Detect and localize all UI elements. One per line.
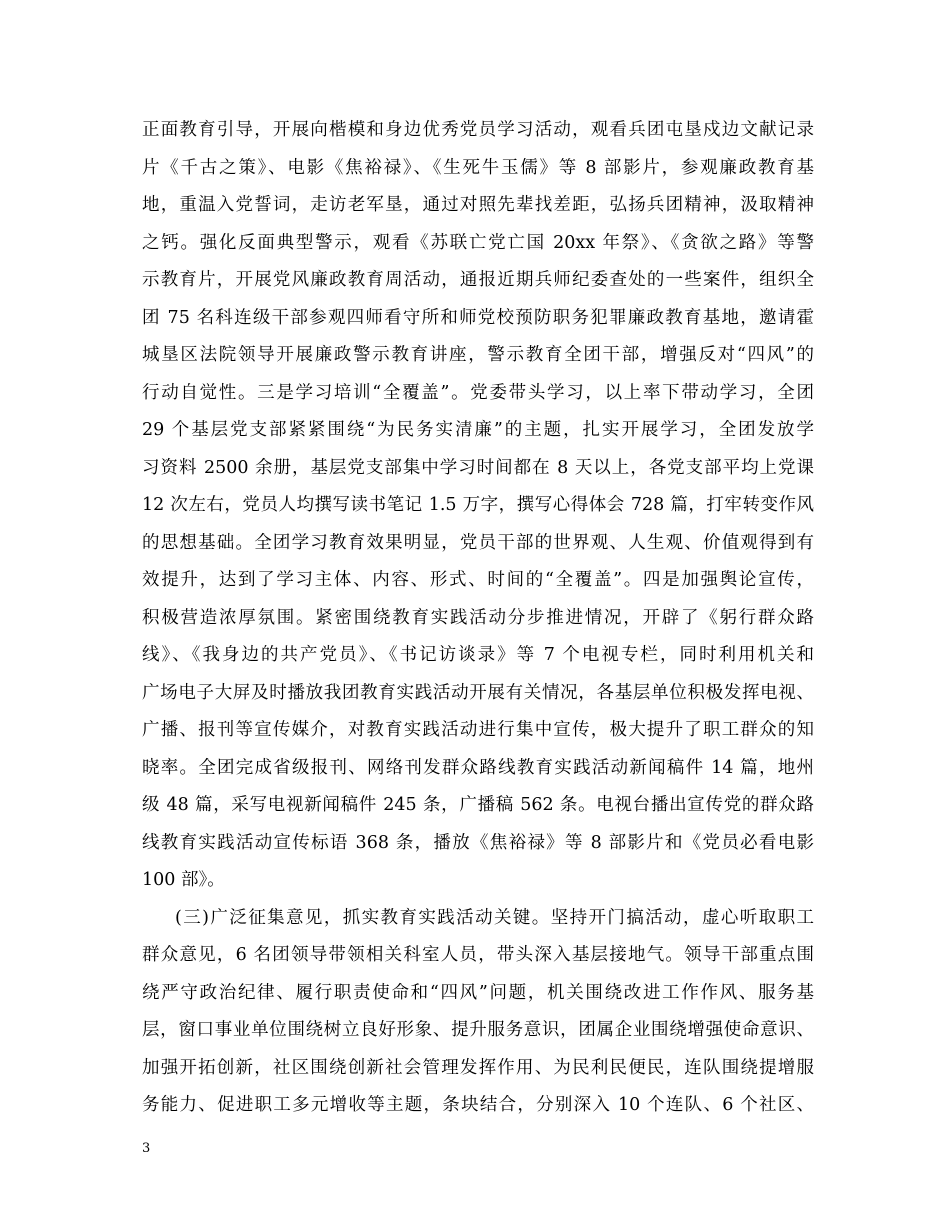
text-line: 示教育片，开展党风廉政教育周活动，通报近期兵师纪委查处的一些案件，组织全 xyxy=(142,270,814,290)
text-line: 绕严守政治纪律、履行职责使命和“四风”问题，机关围绕改进工作作风、服务基 xyxy=(142,982,814,1003)
text-line: 效提升，达到了学习主体、内容、形式、时间的“全覆盖”。四是加强舆论宣传， xyxy=(142,570,814,590)
text-line: 线》、《我身边的共产党员》、《书记访谈录》等 7 个电视专栏，同时利用机关和 xyxy=(142,645,814,665)
text-line: 习资料 2500 余册，基层党支部集中学习时间都在 8 天以上，各党支部平均上党课 xyxy=(142,457,814,478)
text-line: 正面教育引导，开展向楷模和身边优秀党员学习活动，观看兵团屯垦戍边文献记录 xyxy=(142,120,814,140)
page-number: 3 xyxy=(142,1141,151,1156)
text-line: 行动自觉性。三是学习培训“全覆盖”。党委带头学习，以上率下带动学习，全团 xyxy=(142,382,814,403)
text-line: 积极营造浓厚氛围。紧密围绕教育实践活动分步推进情况，开辟了《躬行群众路 xyxy=(142,607,814,628)
text-line: 群众意见，6 名团领导带领相关科室人员，带头深入基层接地气。领导干部重点围 xyxy=(142,945,814,965)
text-line: 12 次左右，党员人均撰写读书笔记 1.5 万字，撰写心得体会 728 篇，打牢转变作风 xyxy=(142,495,814,515)
text-line: 层，窗口事业单位围绕树立良好形象、提升服务意识，团属企业围绕增强使命意识、 xyxy=(142,1020,814,1040)
paragraph-start-line: (三)广泛征集意见，抓实教育实践活动关键。坚持开门搞活动，虚心听取职工 xyxy=(175,907,814,928)
text-line: 级 48 篇，采写电视新闻稿件 245 条，广播稿 562 条。电视台播出宣传党的群众路 xyxy=(142,795,814,815)
text-line: 29 个基层党支部紧紧围绕“为民务实清廉”的主题，扎实开展学习，全团发放学 xyxy=(142,420,814,440)
text-line: 之钙。强化反面典型警示，观看《苏联亡党亡国 20xx 年祭》、《贪欲之路》等警 xyxy=(142,232,814,253)
text-line: 片《千古之策》、电影《焦裕禄》、《生死牛玉儒》等 8 部影片，参观廉政教育基 xyxy=(142,157,814,178)
text-line: 广播、报刊等宣传媒介，对教育实践活动进行集中宣传，极大提升了职工群众的知 xyxy=(142,720,814,740)
text-line: 务能力、促进职工多元增收等主题，条块结合，分别深入 10 个连队、6 个社区、 xyxy=(142,1095,814,1115)
text-line: 城垦区法院领导开展廉政警示教育讲座，警示教育全团干部，增强反对“四风”的 xyxy=(142,345,814,365)
text-line: 地，重温入党誓词，走访老军垦，通过对照先辈找差距，弘扬兵团精神，汲取精神 xyxy=(142,195,814,215)
text-line: 晓率。全团完成省级报刊、网络刊发群众路线教育实践活动新闻稿件 14 篇，地州 xyxy=(142,757,814,778)
text-line: 团 75 名科连级干部参观四师看守所和师党校预防职务犯罪廉政教育基地，邀请霍 xyxy=(142,307,814,328)
body-text xyxy=(142,112,814,1125)
text-line: 100 部》。 xyxy=(142,870,225,890)
text-line: 线教育实践活动宣传标语 368 条，播放《焦裕禄》等 8 部影片和《党员必看电影 xyxy=(142,832,814,853)
text-line: 广场电子大屏及时播放我团教育实践活动开展有关情况，各基层单位积极发挥电视、 xyxy=(142,682,814,703)
text-line: 的思想基础。全团学习教育效果明显，党员干部的世界观、人生观、价值观得到有 xyxy=(142,532,814,553)
text-line: 加强开拓创新，社区围绕创新社会管理发挥作用、为民利民便民，连队围绕提增服 xyxy=(142,1057,814,1078)
